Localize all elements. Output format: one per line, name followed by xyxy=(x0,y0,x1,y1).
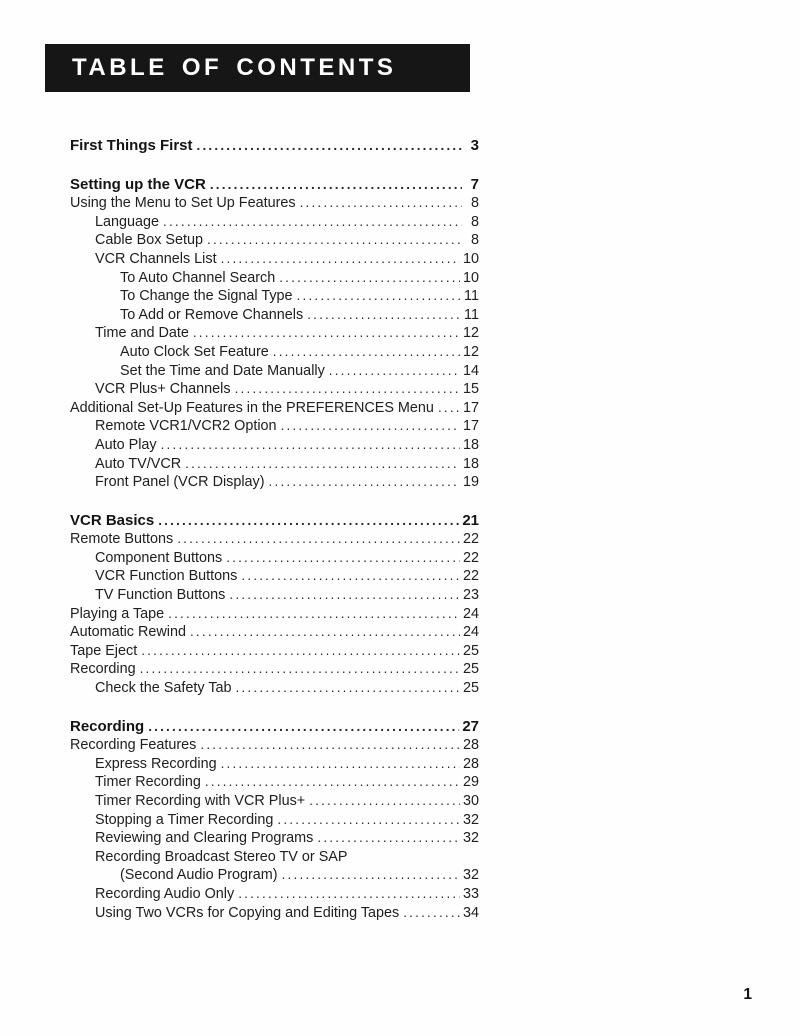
toc-row xyxy=(70,231,479,250)
toc-dot-leader xyxy=(269,473,460,492)
toc-entry-page: 28 xyxy=(462,737,479,754)
toc-dot-leader xyxy=(238,885,460,904)
toc-entry-page: 24 xyxy=(462,605,479,622)
toc-row xyxy=(70,287,479,306)
toc-dot-leader xyxy=(158,512,459,531)
toc-row xyxy=(70,176,479,195)
toc-dot-leader xyxy=(197,137,462,156)
toc-entry-page: 33 xyxy=(462,885,479,902)
toc-dot-leader xyxy=(163,213,462,232)
toc-entry-page: 32 xyxy=(462,811,479,828)
toc-dot-leader xyxy=(403,904,460,923)
toc-dot-leader xyxy=(200,736,460,755)
toc-row xyxy=(70,773,479,792)
toc-entry-page: 18 xyxy=(462,436,479,453)
toc-dot-leader xyxy=(148,718,459,737)
toc-row xyxy=(70,530,479,549)
toc-entry-page: 23 xyxy=(462,587,479,604)
toc-entry-page: 30 xyxy=(462,793,479,809)
toc-entry-label: Cable Box Setup xyxy=(95,232,204,249)
toc-entry-page: 14 xyxy=(462,362,479,379)
toc-dot-leader xyxy=(140,660,460,679)
toc-entry-label: Reviewing and Clearing Programs xyxy=(95,830,314,847)
toc-row xyxy=(70,137,479,156)
toc-dot-leader xyxy=(226,549,460,568)
toc-entry-label: Time and Date xyxy=(95,325,189,342)
toc-entry-page: 8 xyxy=(470,195,479,212)
toc-entry-label: Language xyxy=(95,213,160,230)
toc-dot-leader xyxy=(309,792,460,811)
toc-row xyxy=(70,380,479,399)
toc-row xyxy=(70,213,479,232)
toc-entry-label: Setting up the VCR xyxy=(70,175,206,193)
toc-entry-label: Automatic Rewind xyxy=(70,624,186,641)
toc-dot-leader xyxy=(185,455,460,474)
toc-dot-leader xyxy=(210,176,462,195)
toc-entry-label: TV Function Buttons xyxy=(95,587,226,604)
toc-entry-label: To Auto Channel Search xyxy=(120,269,276,286)
toc-row xyxy=(70,549,479,568)
toc-list xyxy=(70,137,479,922)
toc-entry-label: First Things First xyxy=(70,137,193,154)
page-title: TABLE OF CONTENTS xyxy=(72,54,397,81)
toc-entry-page: 3 xyxy=(470,137,479,154)
toc-entry-label: Stopping a Timer Recording xyxy=(95,811,274,828)
toc-entry-page: 22 xyxy=(462,531,479,548)
toc-entry-page: 15 xyxy=(462,381,479,398)
toc-dot-leader xyxy=(329,362,460,381)
toc-entry-page: 22 xyxy=(462,568,479,585)
toc-row xyxy=(70,811,479,830)
toc-entry-label: Auto Clock Set Feature xyxy=(120,343,269,360)
toc-row xyxy=(70,736,479,755)
toc-entry-page: 17 xyxy=(462,418,479,435)
toc-row xyxy=(70,885,479,904)
toc-entry-label: Set the Time and Date Manually xyxy=(120,362,325,379)
toc-entry-label: Recording Broadcast Stereo TV or SAP xyxy=(95,848,348,865)
toc-entry-page: 8 xyxy=(470,213,479,230)
toc-row xyxy=(70,399,479,418)
toc-dot-leader xyxy=(273,343,460,362)
toc-row xyxy=(70,194,479,213)
toc-row xyxy=(70,792,479,811)
toc-dot-leader xyxy=(317,829,460,848)
toc-row xyxy=(70,642,479,661)
toc-dot-leader xyxy=(168,605,460,624)
toc-entry-label: Additional Set-Up Features in the PREFERENCES Menu xyxy=(70,399,434,416)
toc-dot-leader xyxy=(161,436,460,455)
toc-entry-page: 25 xyxy=(462,661,479,678)
toc-entry-page: 7 xyxy=(470,175,479,193)
toc-dot-leader xyxy=(281,417,460,436)
toc-entry-label: VCR Channels List xyxy=(95,250,217,267)
toc-entry-label: Timer Recording with VCR Plus+ xyxy=(95,793,306,809)
toc-entry-label: Recording xyxy=(70,717,145,735)
toc-entry-label: Remote Buttons xyxy=(70,531,174,548)
toc-entry-label: Timer Recording xyxy=(95,774,201,791)
toc-dot-leader xyxy=(193,324,460,343)
toc-entry-label: Auto TV/VCR xyxy=(95,455,182,472)
toc-entry-page: 12 xyxy=(462,325,479,342)
toc-row xyxy=(70,660,479,679)
toc-dot-leader xyxy=(221,755,460,774)
toc-entry-page: 32 xyxy=(462,830,479,847)
toc-row xyxy=(70,605,479,624)
toc-entry-page: 17 xyxy=(462,399,479,416)
toc-entry-label: Component Buttons xyxy=(95,549,223,566)
toc-row xyxy=(70,866,479,885)
toc-entry-page: 12 xyxy=(462,343,479,360)
toc-entry-page: 27 xyxy=(462,717,479,735)
toc-entry-label: Remote VCR1/VCR2 Option xyxy=(95,418,277,435)
toc-entry-page: 22 xyxy=(462,549,479,566)
toc-row xyxy=(70,362,479,381)
toc-entry-page: 10 xyxy=(462,250,479,267)
toc-dot-leader xyxy=(141,642,460,661)
toc-row xyxy=(70,848,479,867)
toc-dot-leader xyxy=(300,194,462,213)
toc-entry-page: 18 xyxy=(462,455,479,472)
toc-entry-page: 29 xyxy=(462,774,479,791)
toc-entry-label: Check the Safety Tab xyxy=(95,680,232,697)
toc-dot-leader xyxy=(235,380,460,399)
toc-entry-page: 25 xyxy=(462,642,479,659)
toc-row xyxy=(70,512,479,531)
toc-entry-label: Recording Features xyxy=(70,737,197,754)
toc-row xyxy=(70,586,479,605)
toc-dot-leader xyxy=(438,399,460,418)
toc-dot-leader xyxy=(307,306,461,325)
toc-dot-leader xyxy=(279,269,460,288)
toc-entry-page: 25 xyxy=(462,680,479,697)
toc-row xyxy=(70,679,479,698)
toc-entry-label: Using the Menu to Set Up Features xyxy=(70,195,296,212)
toc-entry-page: 11 xyxy=(464,306,479,323)
toc-row xyxy=(70,473,479,492)
toc-entry-label: Auto Play xyxy=(95,436,157,453)
toc-dot-leader xyxy=(205,773,460,792)
toc-entry-label: Tape Eject xyxy=(70,642,138,659)
footer-page-number: 1 xyxy=(743,986,752,1003)
toc-dot-leader xyxy=(297,287,462,306)
toc-dot-leader xyxy=(221,250,460,269)
toc-row xyxy=(70,455,479,474)
toc-entry-label: (Second Audio Program) xyxy=(120,867,278,884)
toc-dot-leader xyxy=(236,679,460,698)
toc-dot-leader xyxy=(241,567,460,586)
toc-dot-leader xyxy=(207,231,462,250)
toc-row xyxy=(70,904,479,923)
toc-row xyxy=(70,436,479,455)
toc-entry-label: Recording Audio Only xyxy=(95,885,235,902)
toc-row xyxy=(70,567,479,586)
toc-row xyxy=(70,623,479,642)
toc-row xyxy=(70,250,479,269)
toc-row xyxy=(70,718,479,737)
toc-entry-label: To Add or Remove Channels xyxy=(120,306,304,323)
toc-row xyxy=(70,324,479,343)
toc-entry-label: VCR Basics xyxy=(70,511,155,529)
toc-row xyxy=(70,829,479,848)
toc-dot-leader xyxy=(282,866,460,885)
toc-dot-leader xyxy=(277,811,460,830)
table-of-contents-header-bar xyxy=(45,44,470,92)
toc-entry-label: Using Two VCRs for Copying and Editing Tapes xyxy=(95,904,400,921)
toc-entry-page: 34 xyxy=(462,904,479,921)
toc-row xyxy=(70,306,479,325)
toc-entry-page: 19 xyxy=(462,474,479,491)
toc-row xyxy=(70,343,479,362)
toc-entry-page: 10 xyxy=(462,269,479,286)
toc-entry-label: Playing a Tape xyxy=(70,605,165,622)
toc-row xyxy=(70,755,479,774)
toc-entry-label: VCR Function Buttons xyxy=(95,568,238,585)
toc-entry-label: Recording xyxy=(70,661,136,678)
toc-dot-leader xyxy=(229,586,460,605)
toc-entry-label: Front Panel (VCR Display) xyxy=(95,474,265,491)
toc-entry-page: 11 xyxy=(464,288,479,305)
toc-row xyxy=(70,269,479,288)
toc-entry-label: Express Recording xyxy=(95,755,217,772)
toc-entry-page: 8 xyxy=(470,232,479,249)
toc-row xyxy=(70,417,479,436)
toc-entry-page: 32 xyxy=(462,867,479,884)
toc-dot-leader xyxy=(190,623,460,642)
toc-entry-page: 24 xyxy=(462,624,479,641)
toc-entry-label: To Change the Signal Type xyxy=(120,288,293,305)
toc-dot-leader xyxy=(177,530,460,549)
toc-entry-page: 28 xyxy=(462,755,479,772)
toc-entry-label: VCR Plus+ Channels xyxy=(95,381,231,398)
toc-entry-page: 21 xyxy=(462,511,479,529)
